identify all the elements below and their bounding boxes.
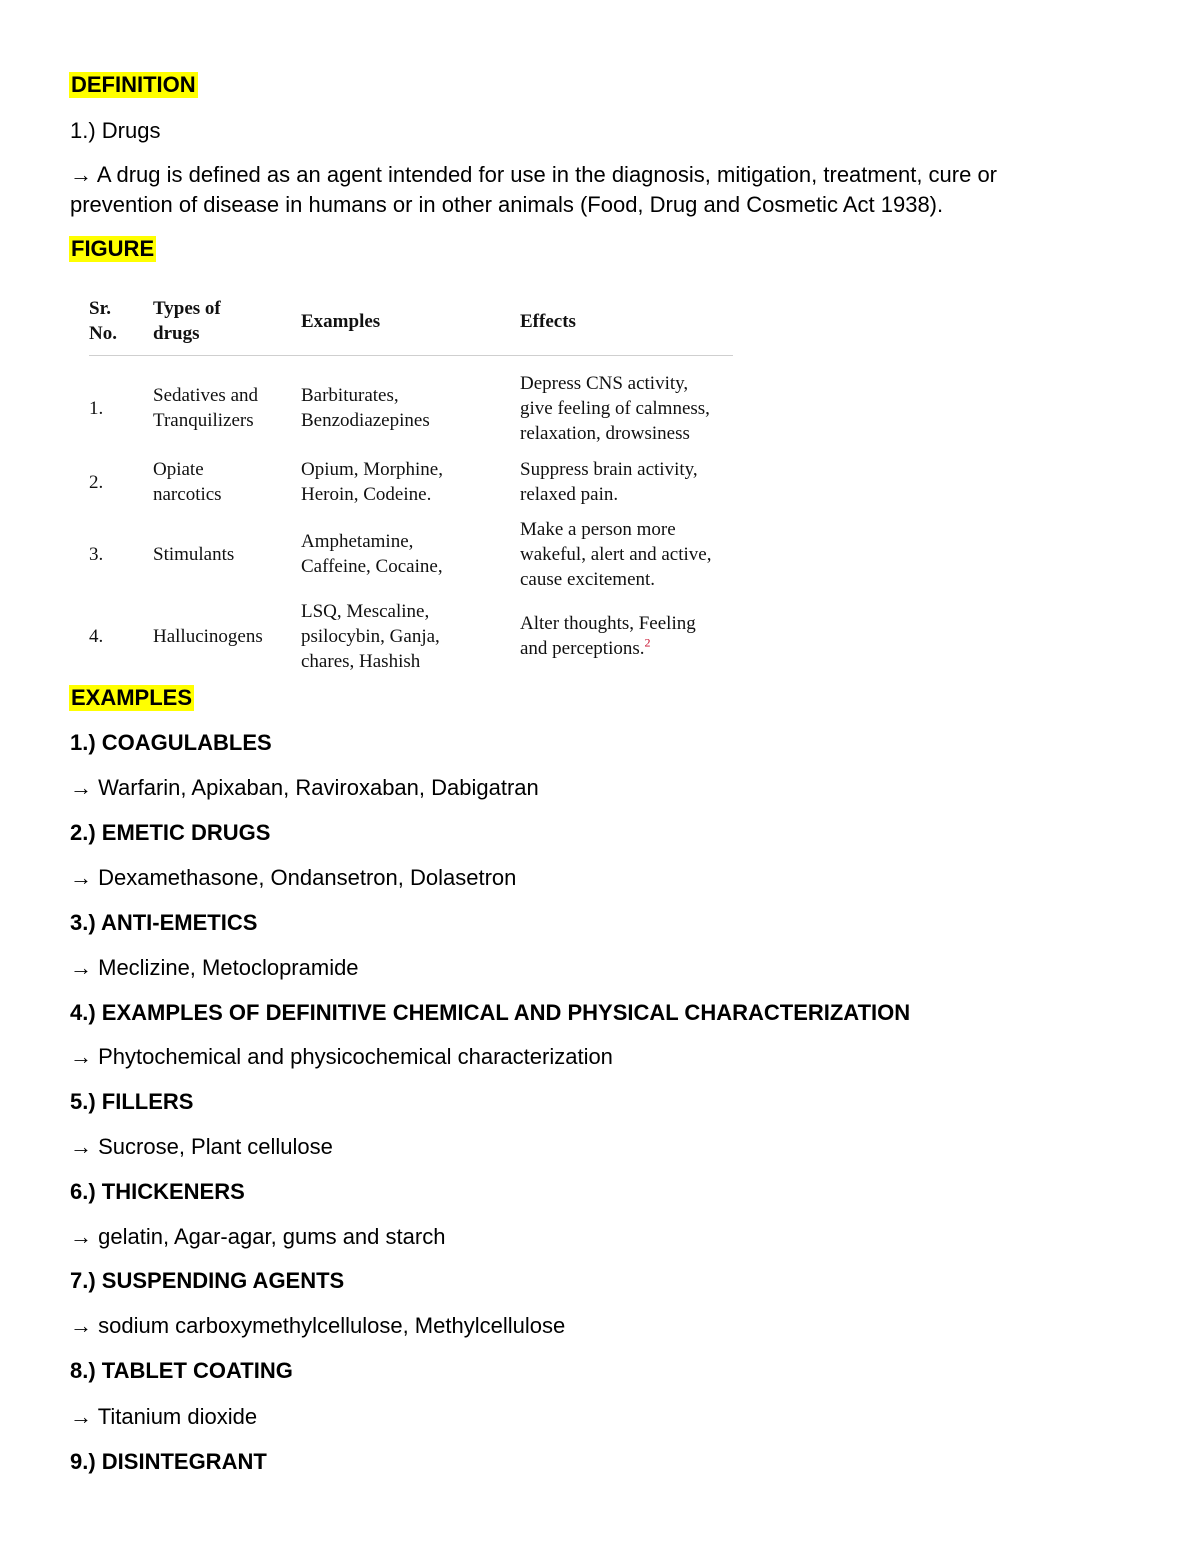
row2-effects-line2: relaxed pain. (520, 484, 619, 505)
row3-examples (301, 529, 516, 579)
header-types-line2: drugs (153, 323, 200, 344)
footnote-reference[interactable]: 2 (644, 635, 651, 650)
examples-heading-text: EXAMPLES (71, 685, 193, 710)
example-text: → gelatin, Agar-agar, gums and starch (70, 1224, 446, 1249)
row1-examples-line1: Barbiturates, (301, 385, 399, 406)
header-sr-line1: Sr. (89, 298, 112, 319)
example-title: 4.) EXAMPLES OF DEFINITIVE CHEMICAL AND PHYSICAL CHARACTERIZATION (70, 1000, 911, 1025)
row2-examples (301, 457, 516, 507)
example-title: 8.) TABLET COATING (70, 1358, 293, 1383)
row3-examples-line1: Amphetamine, (301, 531, 414, 552)
figure-heading (70, 236, 156, 262)
row3-type (153, 517, 293, 592)
row1-examples-line2: Benzodiazepines (301, 410, 430, 431)
row2-sr (89, 457, 145, 507)
table-row (89, 371, 733, 446)
example-title: 6.) THICKENERS (70, 1179, 245, 1204)
example-title: 3.) ANTI-EMETICS (70, 910, 258, 935)
row3-effects-line1: Make a person more (520, 519, 676, 540)
row4-examples-line1: LSQ, Mescaline, (301, 601, 430, 622)
header-effects-text: Effects (520, 310, 576, 332)
row3-sr-text: 3. (89, 544, 104, 565)
drug-types-table (89, 296, 733, 672)
row2-effects-line1: Suppress brain activity, (520, 459, 698, 480)
row2-examples-line1: Opium, Morphine, (301, 459, 443, 480)
row1-type (153, 383, 293, 433)
header-sr-no (89, 296, 145, 346)
row2-sr-text: 2. (89, 471, 104, 493)
header-examples-text: Examples (301, 310, 381, 332)
row3-type-line1: Stimulants (153, 544, 235, 565)
row3-effects (520, 517, 735, 592)
row4-sr (89, 599, 145, 674)
row1-sr (89, 371, 145, 446)
row3-examples-line2: Caffeine, Cocaine, (301, 556, 443, 577)
row3-sr (89, 517, 145, 592)
definition-text-line2: prevention of disease in humans or in other animals (Food, Drug and Cosmetic Act 1938). (70, 192, 944, 217)
example-text: → Titanium dioxide (70, 1404, 258, 1429)
row1-effects-line3: relaxation, drowsiness (520, 423, 690, 444)
figure-heading-text: FIGURE (71, 236, 155, 261)
header-types-line1: Types of (153, 298, 221, 319)
example-text: → Sucrose, Plant cellulose (70, 1134, 333, 1159)
table-row (89, 517, 733, 592)
header-effects (520, 296, 735, 346)
example-text: → sodium carboxymethylcellulose, Methylcellulose (70, 1313, 566, 1338)
row4-examples-line3: chares, Hashish (301, 651, 421, 672)
definition-heading-text: DEFINITION (71, 72, 196, 97)
examples-heading (70, 685, 194, 711)
row4-examples-line2: psilocybin, Ganja, (301, 626, 440, 647)
row1-effects-line2: give feeling of calmness, (520, 398, 710, 419)
definition-heading (70, 72, 198, 98)
row4-type (153, 599, 293, 674)
row2-type (153, 457, 293, 507)
row1-effects (520, 371, 735, 446)
header-types (153, 296, 293, 346)
row2-examples-line2: Heroin, Codeine. (301, 484, 432, 505)
header-examples (301, 296, 516, 346)
example-title: 9.) DISINTEGRANT (70, 1449, 267, 1474)
row3-effects-line3: cause excitement. (520, 569, 656, 590)
example-title: 5.) FILLERS (70, 1089, 194, 1114)
table-header-divider (89, 355, 733, 356)
definition-text-line1: → A drug is defined as an agent intended for use in the diagnosis, mitigation, treatment, cure or (70, 162, 998, 187)
row1-effects-line1: Depress CNS activity, (520, 373, 689, 394)
example-title: 2.) EMETIC DRUGS (70, 820, 271, 845)
row4-type-line1: Hallucinogens (153, 626, 263, 647)
row1-type-line1: Sedatives and (153, 385, 259, 406)
example-text: → Meclizine, Metoclopramide (70, 955, 359, 980)
row1-type-line2: Tranquilizers (153, 410, 254, 431)
row4-sr-text: 4. (89, 626, 104, 647)
row2-effects (520, 457, 735, 507)
table-header-row (89, 296, 733, 354)
row4-effects-line2: and perceptions. (520, 638, 645, 659)
definition-item-label: 1.) Drugs (70, 118, 161, 143)
row1-sr-text: 1. (89, 398, 104, 419)
example-title: 1.) COAGULABLES (70, 730, 272, 755)
row3-effects-line2: wakeful, alert and active, (520, 544, 712, 565)
example-text: → Dexamethasone, Ondansetron, Dolasetron (70, 865, 517, 890)
row4-examples (301, 599, 516, 674)
example-text: → Phytochemical and physicochemical characterization (70, 1044, 613, 1069)
example-text: → Warfarin, Apixaban, Raviroxaban, Dabigatran (70, 775, 539, 800)
row4-effects (520, 611, 735, 661)
table-row (89, 457, 733, 507)
row4-effects-line2-wrap (520, 636, 735, 661)
row1-examples (301, 383, 516, 433)
example-title: 7.) SUSPENDING AGENTS (70, 1268, 345, 1293)
row2-type-line2: narcotics (153, 484, 222, 505)
header-sr-line2: No. (89, 323, 117, 344)
row4-effects-line1: Alter thoughts, Feeling (520, 613, 696, 634)
table-row (89, 599, 733, 674)
row2-type-line1: Opiate (153, 459, 204, 480)
